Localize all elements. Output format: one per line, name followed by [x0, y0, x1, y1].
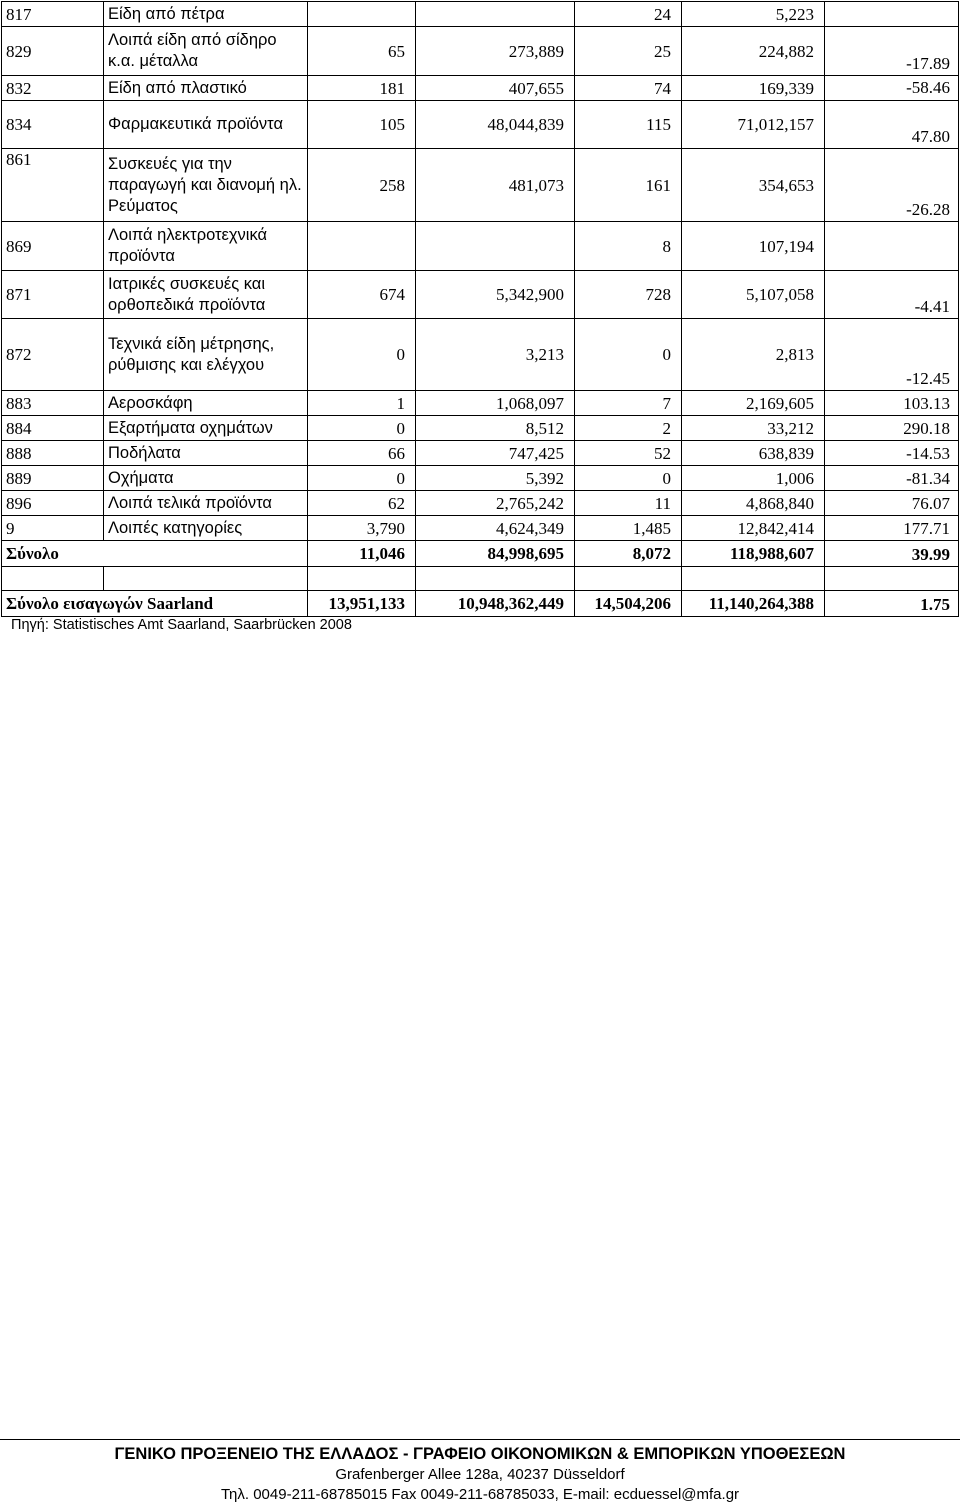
spacer-cell — [825, 567, 959, 591]
quantity-2006-cell: 3,790 — [308, 516, 416, 541]
code-cell: 817 — [2, 2, 104, 27]
change-percent-cell: 103.13 — [825, 391, 959, 416]
product-name-cell: Είδη από πλαστικό — [104, 76, 308, 101]
grand-total-value-2006: 10,948,362,449 — [416, 591, 575, 617]
product-name-cell: Τεχνικά είδη μέτρησης, ρύθμισης και ελέγχου — [104, 319, 308, 391]
code-cell: 884 — [2, 416, 104, 441]
quantity-2006-cell: 105 — [308, 101, 416, 149]
value-2007-cell: 33,212 — [682, 416, 825, 441]
code-cell: 869 — [2, 222, 104, 271]
value-2007-cell: 107,194 — [682, 222, 825, 271]
change-percent-cell: 177.71 — [825, 516, 959, 541]
change-percent-cell: 76.07 — [825, 491, 959, 516]
quantity-2007-cell: 161 — [575, 149, 682, 222]
table-row — [2, 271, 959, 319]
table-row — [2, 516, 959, 541]
total-value-2007: 118,988,607 — [682, 541, 825, 567]
value-2007-cell: 12,842,414 — [682, 516, 825, 541]
total-label: Σύνολο — [2, 541, 308, 567]
quantity-2006-cell — [308, 2, 416, 27]
value-2007-cell: 5,223 — [682, 2, 825, 27]
change-percent-cell: -4.41 — [825, 271, 959, 319]
value-2006-cell — [416, 222, 575, 271]
quantity-2007-cell: 25 — [575, 27, 682, 76]
footer-divider — [0, 1439, 960, 1440]
quantity-2007-cell: 74 — [575, 76, 682, 101]
value-2006-cell: 407,655 — [416, 76, 575, 101]
value-2007-cell: 2,169,605 — [682, 391, 825, 416]
spacer-cell — [308, 567, 416, 591]
code-cell: 888 — [2, 441, 104, 466]
change-percent-cell: -26.28 — [825, 149, 959, 222]
value-2006-cell: 481,073 — [416, 149, 575, 222]
value-2006-cell: 5,342,900 — [416, 271, 575, 319]
value-2007-cell: 638,839 — [682, 441, 825, 466]
value-2006-cell: 8,512 — [416, 416, 575, 441]
quantity-2006-cell — [308, 222, 416, 271]
page-footer — [0, 1439, 960, 1505]
product-name-cell: Ιατρικές συσκευές και ορθοπεδικά προϊόντα — [104, 271, 308, 319]
quantity-2006-cell: 66 — [308, 441, 416, 466]
value-2006-cell: 5,392 — [416, 466, 575, 491]
change-percent-cell: -58.46 — [825, 76, 959, 101]
product-name-cell: Αεροσκάφη — [104, 391, 308, 416]
code-cell: 883 — [2, 391, 104, 416]
value-2006-cell: 2,765,242 — [416, 491, 575, 516]
quantity-2006-cell: 0 — [308, 416, 416, 441]
change-percent-cell: 47.80 — [825, 101, 959, 149]
change-percent-cell — [825, 2, 959, 27]
total-row — [2, 541, 959, 567]
value-2007-cell: 5,107,058 — [682, 271, 825, 319]
product-name-cell: Συσκευές για την παραγωγή και διανομή ηλ. Ρεύματος — [104, 149, 308, 222]
grand-total-label: Σύνολο εισαγωγών Saarland — [2, 591, 308, 617]
code-cell: 834 — [2, 101, 104, 149]
table-row — [2, 319, 959, 391]
value-2006-cell: 273,889 — [416, 27, 575, 76]
table-row — [2, 416, 959, 441]
table-row — [2, 222, 959, 271]
table-row — [2, 101, 959, 149]
value-2007-cell: 354,653 — [682, 149, 825, 222]
grand-total-quantity-2007: 14,504,206 — [575, 591, 682, 617]
value-2007-cell: 169,339 — [682, 76, 825, 101]
footer-office-name: ΓΕΝΙΚΟ ΠΡΟΞΕΝΕΙΟ ΤΗΣ ΕΛΛΑΔΟΣ - ΓΡΑΦΕΙΟ ΟΙΚΟΝΟΜΙΚΩΝ & ΕΜΠΟΡΙΚΩΝ ΥΠΟΘΕΣΕΩΝ — [114, 1445, 846, 1463]
change-percent-cell: 290.18 — [825, 416, 959, 441]
total-value-2006: 84,998,695 — [416, 541, 575, 567]
code-cell: 896 — [2, 491, 104, 516]
total-quantity-2007: 8,072 — [575, 541, 682, 567]
spacer-cell — [416, 567, 575, 591]
table-row — [2, 27, 959, 76]
product-name-cell: Φαρμακευτικά προϊόντα — [104, 101, 308, 149]
quantity-2006-cell: 258 — [308, 149, 416, 222]
product-name-cell: Ποδήλατα — [104, 441, 308, 466]
total-quantity-2006: 11,046 — [308, 541, 416, 567]
change-percent-cell: -12.45 — [825, 319, 959, 391]
quantity-2007-cell: 1,485 — [575, 516, 682, 541]
value-2006-cell: 3,213 — [416, 319, 575, 391]
quantity-2006-cell: 65 — [308, 27, 416, 76]
spacer-cell — [2, 567, 104, 591]
quantity-2007-cell: 24 — [575, 2, 682, 27]
code-cell: 861 — [2, 149, 104, 222]
quantity-2006-cell: 62 — [308, 491, 416, 516]
quantity-2007-cell: 8 — [575, 222, 682, 271]
code-cell: 872 — [2, 319, 104, 391]
spacer-cell — [104, 567, 308, 591]
table-row — [2, 76, 959, 101]
spacer-row — [2, 567, 959, 591]
value-2007-cell: 224,882 — [682, 27, 825, 76]
product-name-cell: Λοιπά είδη από σίδηρο κ.α. μέταλλα — [104, 27, 308, 76]
change-percent-cell: -81.34 — [825, 466, 959, 491]
code-cell: 829 — [2, 27, 104, 76]
table-row — [2, 441, 959, 466]
trade-table — [1, 1, 959, 617]
quantity-2007-cell: 728 — [575, 271, 682, 319]
code-cell: 889 — [2, 466, 104, 491]
product-name-cell: Λοιπά ηλεκτροτεχνικά προϊόντα — [104, 222, 308, 271]
spacer-cell — [575, 567, 682, 591]
value-2006-cell: 48,044,839 — [416, 101, 575, 149]
table-row — [2, 466, 959, 491]
value-2006-cell: 747,425 — [416, 441, 575, 466]
value-2007-cell: 2,813 — [682, 319, 825, 391]
change-percent-cell: -17.89 — [825, 27, 959, 76]
quantity-2006-cell: 674 — [308, 271, 416, 319]
table-row — [2, 391, 959, 416]
grand-total-change-percent: 1.75 — [825, 591, 959, 617]
grand-total-row — [2, 591, 959, 617]
quantity-2007-cell: 115 — [575, 101, 682, 149]
quantity-2006-cell: 181 — [308, 76, 416, 101]
quantity-2007-cell: 0 — [575, 466, 682, 491]
table-row — [2, 491, 959, 516]
quantity-2006-cell: 0 — [308, 466, 416, 491]
code-cell: 9 — [2, 516, 104, 541]
footer-address: Grafenberger Allee 128a, 40237 Düsseldorf — [335, 1466, 625, 1483]
quantity-2006-cell: 1 — [308, 391, 416, 416]
product-name-cell: Εξαρτήματα οχημάτων — [104, 416, 308, 441]
code-cell: 871 — [2, 271, 104, 319]
value-2006-cell — [416, 2, 575, 27]
grand-total-quantity-2006: 13,951,133 — [308, 591, 416, 617]
quantity-2007-cell: 52 — [575, 441, 682, 466]
total-change-percent: 39.99 — [825, 541, 959, 567]
quantity-2007-cell: 2 — [575, 416, 682, 441]
value-2006-cell: 1,068,097 — [416, 391, 575, 416]
quantity-2007-cell: 0 — [575, 319, 682, 391]
code-cell: 832 — [2, 76, 104, 101]
quantity-2006-cell: 0 — [308, 319, 416, 391]
change-percent-cell: -14.53 — [825, 441, 959, 466]
value-2007-cell: 4,868,840 — [682, 491, 825, 516]
change-percent-cell — [825, 222, 959, 271]
product-name-cell: Οχήματα — [104, 466, 308, 491]
value-2007-cell: 1,006 — [682, 466, 825, 491]
quantity-2007-cell: 11 — [575, 491, 682, 516]
footer-contact: Τηλ. 0049-211-68785015 Fax 0049-211-68785033, E-mail: ecduessel@mfa.gr — [220, 1486, 740, 1503]
table-row — [2, 2, 959, 27]
value-2006-cell: 4,624,349 — [416, 516, 575, 541]
table-row — [2, 149, 959, 222]
product-name-cell: Είδη από πέτρα — [104, 2, 308, 27]
product-name-cell: Λοιπά τελικά προϊόντα — [104, 491, 308, 516]
quantity-2007-cell: 7 — [575, 391, 682, 416]
source-note: Πηγή: Statistisches Amt Saarland, Saarbrücken 2008 — [11, 617, 352, 633]
grand-total-value-2007: 11,140,264,388 — [682, 591, 825, 617]
value-2007-cell: 71,012,157 — [682, 101, 825, 149]
product-name-cell: Λοιπές κατηγορίες — [104, 516, 308, 541]
spacer-cell — [682, 567, 825, 591]
